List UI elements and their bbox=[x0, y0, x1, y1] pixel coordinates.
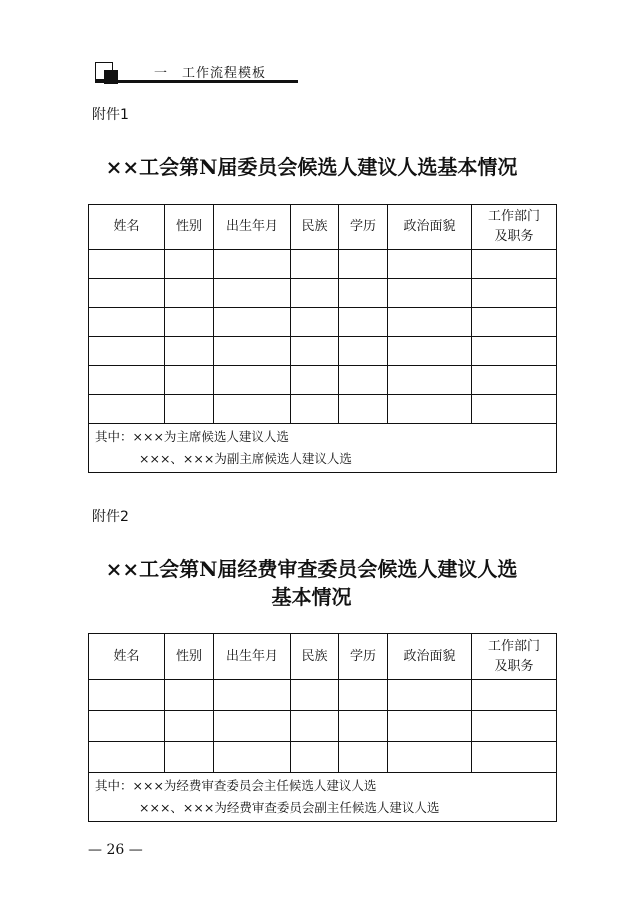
header-title: 一 工作流程模板 bbox=[154, 66, 267, 81]
attachment2-title-line1: ××工会第N届经费审查委员会候选人建议人选 bbox=[105, 557, 518, 581]
col-header-department-position: 工作部门 及职务 bbox=[472, 634, 557, 680]
col-header-department-position: 工作部门 及职务 bbox=[472, 205, 557, 250]
col-header-birth: 出生年月 bbox=[214, 205, 291, 250]
table-row bbox=[89, 279, 557, 308]
col-header-ethnicity: 民族 bbox=[291, 205, 339, 250]
col-header-gender: 性别 bbox=[165, 634, 214, 680]
attachment2-title-line2: 基本情况 bbox=[271, 585, 352, 609]
col-header-birth: 出生年月 bbox=[214, 634, 291, 680]
attachment1-label: 附件1 bbox=[92, 107, 129, 123]
col-header-education: 学历 bbox=[339, 205, 388, 250]
page-number: — 26 — bbox=[88, 842, 143, 858]
attachment1-note bbox=[89, 424, 557, 473]
note-line-1: 其中：×××为经费审查委员会主任候选人建议人选 bbox=[95, 778, 377, 793]
table-row bbox=[89, 680, 557, 711]
note-line-1: 其中：×××为主席候选人建议人选 bbox=[95, 429, 289, 444]
table-row bbox=[89, 337, 557, 366]
table-row bbox=[89, 250, 557, 279]
table-row bbox=[89, 742, 557, 773]
table-row bbox=[89, 308, 557, 337]
col-header-name: 姓名 bbox=[89, 634, 165, 680]
attachment1-title: ××工会第N届委员会候选人建议人选基本情况 bbox=[105, 155, 518, 179]
table-row bbox=[89, 366, 557, 395]
col-header-ethnicity: 民族 bbox=[291, 634, 339, 680]
col-header-political-status: 政治面貌 bbox=[388, 205, 472, 250]
note-line-2: ×××、×××为经费审查委员会副主任候选人建议人选 bbox=[139, 800, 440, 815]
table-row bbox=[89, 395, 557, 424]
note-line-2: ×××、×××为副主席候选人建议人选 bbox=[139, 451, 352, 466]
col-header-political-status: 政治面貌 bbox=[388, 634, 472, 680]
attachment2-table bbox=[88, 633, 557, 822]
col-header-education: 学历 bbox=[339, 634, 388, 680]
attachment2-label: 附件2 bbox=[92, 509, 129, 525]
col-header-gender: 性别 bbox=[165, 205, 214, 250]
col-header-name: 姓名 bbox=[89, 205, 165, 250]
attachment1-table bbox=[88, 204, 557, 473]
attachment2-note bbox=[89, 773, 557, 822]
table-row bbox=[89, 711, 557, 742]
